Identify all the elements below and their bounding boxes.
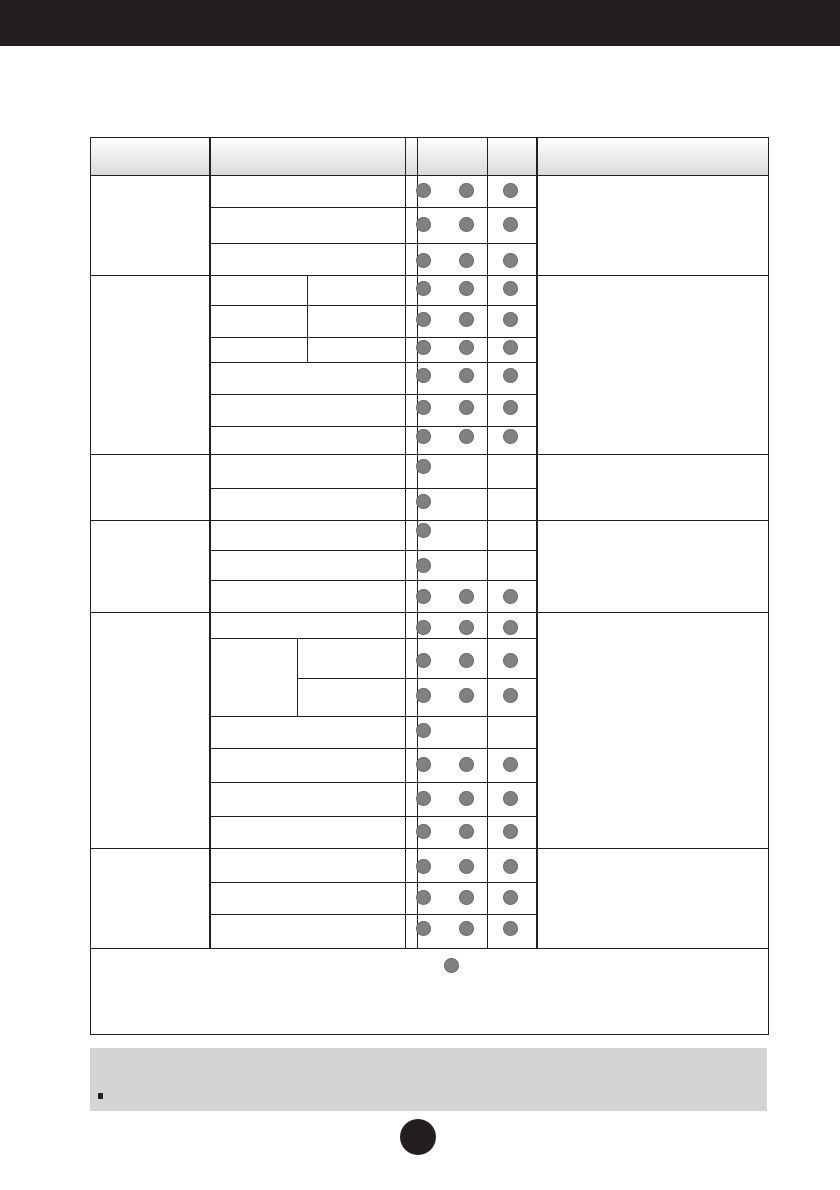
availability-dot-icon (459, 400, 474, 415)
availability-dot-icon (459, 890, 474, 905)
availability-dot-icon (416, 757, 431, 772)
availability-dot-icon (503, 890, 518, 905)
availability-dot-icon (503, 620, 518, 635)
availability-dot-icon (503, 757, 518, 772)
row-divider (297, 678, 536, 679)
top-header-bar (0, 0, 840, 46)
availability-dot-icon (503, 400, 518, 415)
availability-dot-icon (459, 368, 474, 383)
row-divider (209, 782, 536, 783)
availability-dot-icon (459, 620, 474, 635)
availability-dot-icon (503, 791, 518, 806)
row-divider (209, 488, 536, 489)
row-divider (209, 748, 536, 749)
note-box (90, 1048, 767, 1111)
availability-dot-icon (416, 589, 431, 604)
availability-dot-icon (503, 312, 518, 327)
row-divider (209, 362, 536, 363)
availability-dot-icon (416, 340, 431, 355)
availability-dot-icon (503, 253, 518, 268)
availability-dot-icon (459, 757, 474, 772)
availability-dot-icon (459, 824, 474, 839)
availability-dot-icon (503, 688, 518, 703)
availability-dot-icon (503, 429, 518, 444)
availability-dot-icon (416, 558, 431, 573)
availability-dot-icon (503, 921, 518, 936)
availability-dot-icon (416, 723, 431, 738)
row-divider (209, 243, 536, 244)
subcolumn-divider (297, 638, 298, 716)
availability-dot-icon (503, 653, 518, 668)
row-divider (209, 426, 536, 427)
availability-dot-icon (416, 921, 431, 936)
column-divider (487, 138, 488, 948)
row-divider (209, 207, 536, 208)
page-number-circle (400, 1119, 436, 1155)
availability-dot-icon (416, 824, 431, 839)
availability-dot-icon (459, 217, 474, 232)
availability-dot-icon (416, 523, 431, 538)
availability-dot-icon (503, 281, 518, 296)
row-divider (209, 580, 536, 581)
availability-dot-icon (416, 791, 431, 806)
row-divider (209, 882, 536, 883)
availability-dot-icon (503, 859, 518, 874)
row-divider (307, 337, 536, 338)
availability-dot-icon (459, 312, 474, 327)
availability-dot-icon (416, 890, 431, 905)
availability-dot-icon (416, 653, 431, 668)
row-divider (209, 550, 536, 551)
availability-dot-icon (416, 429, 431, 444)
column-divider (536, 138, 538, 948)
availability-dot-icon (459, 791, 474, 806)
availability-dot-icon (416, 620, 431, 635)
row-divider (307, 305, 536, 306)
row-divider (209, 716, 536, 717)
availability-dot-icon (459, 429, 474, 444)
availability-dot-icon (416, 253, 431, 268)
row-divider (209, 638, 536, 639)
availability-dot-icon (459, 183, 474, 198)
availability-dot-icon (503, 824, 518, 839)
availability-dot-icon (416, 281, 431, 296)
availability-dot-icon (459, 921, 474, 936)
availability-dot-icon (503, 340, 518, 355)
availability-dot-icon (416, 217, 431, 232)
availability-dot-icon (459, 688, 474, 703)
availability-dot-icon (416, 859, 431, 874)
availability-dot-icon (459, 281, 474, 296)
row-divider (209, 914, 536, 915)
column-divider (405, 138, 406, 948)
bullet-icon (98, 1093, 103, 1099)
availability-dot-icon (503, 368, 518, 383)
availability-dot-icon (503, 589, 518, 604)
availability-dot-icon (459, 253, 474, 268)
availability-dot-icon (416, 400, 431, 415)
table-header-row (91, 138, 768, 176)
availability-dot-icon (459, 653, 474, 668)
table-body-bottom (91, 948, 768, 949)
availability-dot-icon (459, 859, 474, 874)
group-divider (91, 848, 768, 849)
availability-dot-icon (459, 589, 474, 604)
column-divider (209, 138, 211, 948)
availability-dot-icon (416, 183, 431, 198)
availability-dot-icon (503, 183, 518, 198)
availability-dot-icon (416, 688, 431, 703)
availability-dot-icon (503, 217, 518, 232)
menu-feature-table (90, 137, 769, 1035)
availability-dot-icon (416, 312, 431, 327)
group-divider (91, 520, 768, 521)
availability-dot-icon (416, 494, 431, 509)
availability-dot-icon (416, 368, 431, 383)
group-divider (91, 612, 768, 613)
availability-dot-icon (459, 340, 474, 355)
group-divider (91, 454, 768, 455)
group-divider (91, 275, 768, 276)
legend-dot-icon (444, 958, 459, 973)
row-divider (209, 816, 536, 817)
row-divider (209, 394, 536, 395)
subcolumn-divider (307, 275, 308, 362)
availability-dot-icon (416, 459, 431, 474)
